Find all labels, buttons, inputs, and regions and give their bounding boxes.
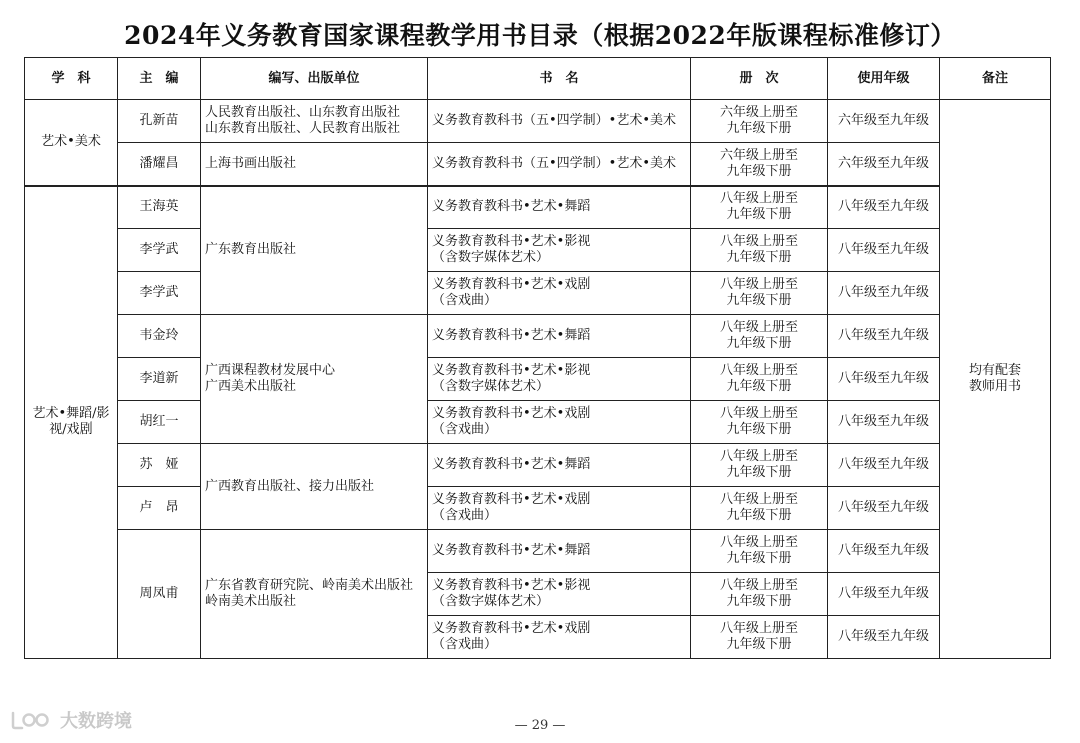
book-cell: 义务教育教科书•艺术•影视 （含数字媒体艺术） [428,573,691,616]
table-row [25,272,1051,315]
book-cell: 义务教育教科书•艺术•戏剧 （含戏曲） [428,272,691,315]
header-remark: 备注 [940,58,1051,100]
publisher-cell: 上海书画出版社 [201,143,428,186]
editor-cell: 卢 昂 [118,487,201,530]
table-row [25,315,1051,358]
volume-cell: 八年级上册至 九年级下册 [691,358,828,401]
volume-cell: 八年级上册至 九年级下册 [691,573,828,616]
table-row [25,186,1051,229]
grade-cell: 八年级至九年级 [828,530,940,573]
remark-cell: 均有配套 教师用书 [940,100,1051,659]
volume-cell: 八年级上册至 九年级下册 [691,272,828,315]
volume-cell: 八年级上册至 九年级下册 [691,530,828,573]
table-row [25,100,1051,143]
page-title: 2024年义务教育国家课程教学用书目录（根据2022年版课程标准修订） [124,21,956,50]
book-cell: 义务教育教科书•艺术•影视 （含数字媒体艺术） [428,358,691,401]
book-cell: 义务教育教科书•艺术•舞蹈 [428,315,691,358]
editor-cell: 王海英 [118,186,201,229]
editor-cell: 李道新 [118,358,201,401]
volume-cell: 八年级上册至 九年级下册 [691,444,828,487]
table-row [25,444,1051,487]
editor-cell: 胡红一 [118,401,201,444]
book-cell: 义务教育教科书•艺术•戏剧 （含戏曲） [428,401,691,444]
editor-cell: 潘耀昌 [118,143,201,186]
publisher-cell: 广西课程教材发展中心 广西美术出版社 [201,315,428,444]
table-row [25,229,1051,272]
header-grade: 使用年级 [828,58,940,100]
book-cell: 义务教育教科书•艺术•舞蹈 [428,444,691,487]
grade-cell: 八年级至九年级 [828,358,940,401]
table-row [25,358,1051,401]
volume-cell: 八年级上册至 九年级下册 [691,401,828,444]
grade-cell: 八年级至九年级 [828,315,940,358]
book-cell: 义务教育教科书•艺术•影视 （含数字媒体艺术） [428,229,691,272]
book-cell: 义务教育教科书•艺术•戏剧 （含戏曲） [428,616,691,659]
textbook-catalog-table [24,57,1051,659]
volume-cell: 六年级上册至 九年级下册 [691,143,828,186]
table-row [25,487,1051,530]
editor-cell: 韦金玲 [118,315,201,358]
table-row [25,401,1051,444]
editor-cell: 周凤甫 [118,530,201,659]
grade-cell: 八年级至九年级 [828,616,940,659]
book-cell: 义务教育教科书•艺术•舞蹈 [428,186,691,229]
publisher-cell: 人民教育出版社、山东教育出版社 山东教育出版社、人民教育出版社 [201,100,428,143]
grade-cell: 八年级至九年级 [828,573,940,616]
grade-cell: 八年级至九年级 [828,229,940,272]
book-cell: 义务教育教科书（五•四学制）•艺术•美术 [428,143,691,186]
publisher-cell: 广西教育出版社、接力出版社 [201,444,428,530]
header-subject: 学 科 [25,58,118,100]
header-editor: 主 编 [118,58,201,100]
editor-cell: 李学武 [118,229,201,272]
volume-cell: 八年级上册至 九年级下册 [691,186,828,229]
header-publisher: 编写、出版单位 [201,58,428,100]
grade-cell: 八年级至九年级 [828,487,940,530]
table-row [25,143,1051,186]
grade-cell: 八年级至九年级 [828,444,940,487]
subject-cell: 艺术•舞蹈/影视/戏剧 [25,186,118,659]
editor-cell: 孔新苗 [118,100,201,143]
header-book: 书 名 [428,58,691,100]
volume-cell: 八年级上册至 九年级下册 [691,229,828,272]
page-number: — 29 — [514,718,566,733]
volume-cell: 八年级上册至 九年级下册 [691,616,828,659]
volume-cell: 八年级上册至 九年级下册 [691,487,828,530]
editor-cell: 苏 娅 [118,444,201,487]
grade-cell: 六年级至九年级 [828,100,940,143]
header-volume: 册 次 [691,58,828,100]
grade-cell: 六年级至九年级 [828,143,940,186]
subject-cell: 艺术•美术 [25,100,118,186]
volume-cell: 六年级上册至 九年级下册 [691,100,828,143]
table-header-row [25,58,1051,100]
grade-cell: 八年级至九年级 [828,186,940,229]
volume-cell: 八年级上册至 九年级下册 [691,315,828,358]
editor-cell: 李学武 [118,272,201,315]
grade-cell: 八年级至九年级 [828,401,940,444]
book-cell: 义务教育教科书•艺术•戏剧 （含戏曲） [428,487,691,530]
watermark-text: 大数跨境 [60,711,132,732]
table-row [25,530,1051,573]
book-cell: 义务教育教科书•艺术•舞蹈 [428,530,691,573]
publisher-cell: 广东省教育研究院、岭南美术出版社 岭南美术出版社 [201,530,428,659]
publisher-cell: 广东教育出版社 [201,186,428,315]
grade-cell: 八年级至九年级 [828,272,940,315]
book-cell: 义务教育教科书（五•四学制）•艺术•美术 [428,100,691,143]
